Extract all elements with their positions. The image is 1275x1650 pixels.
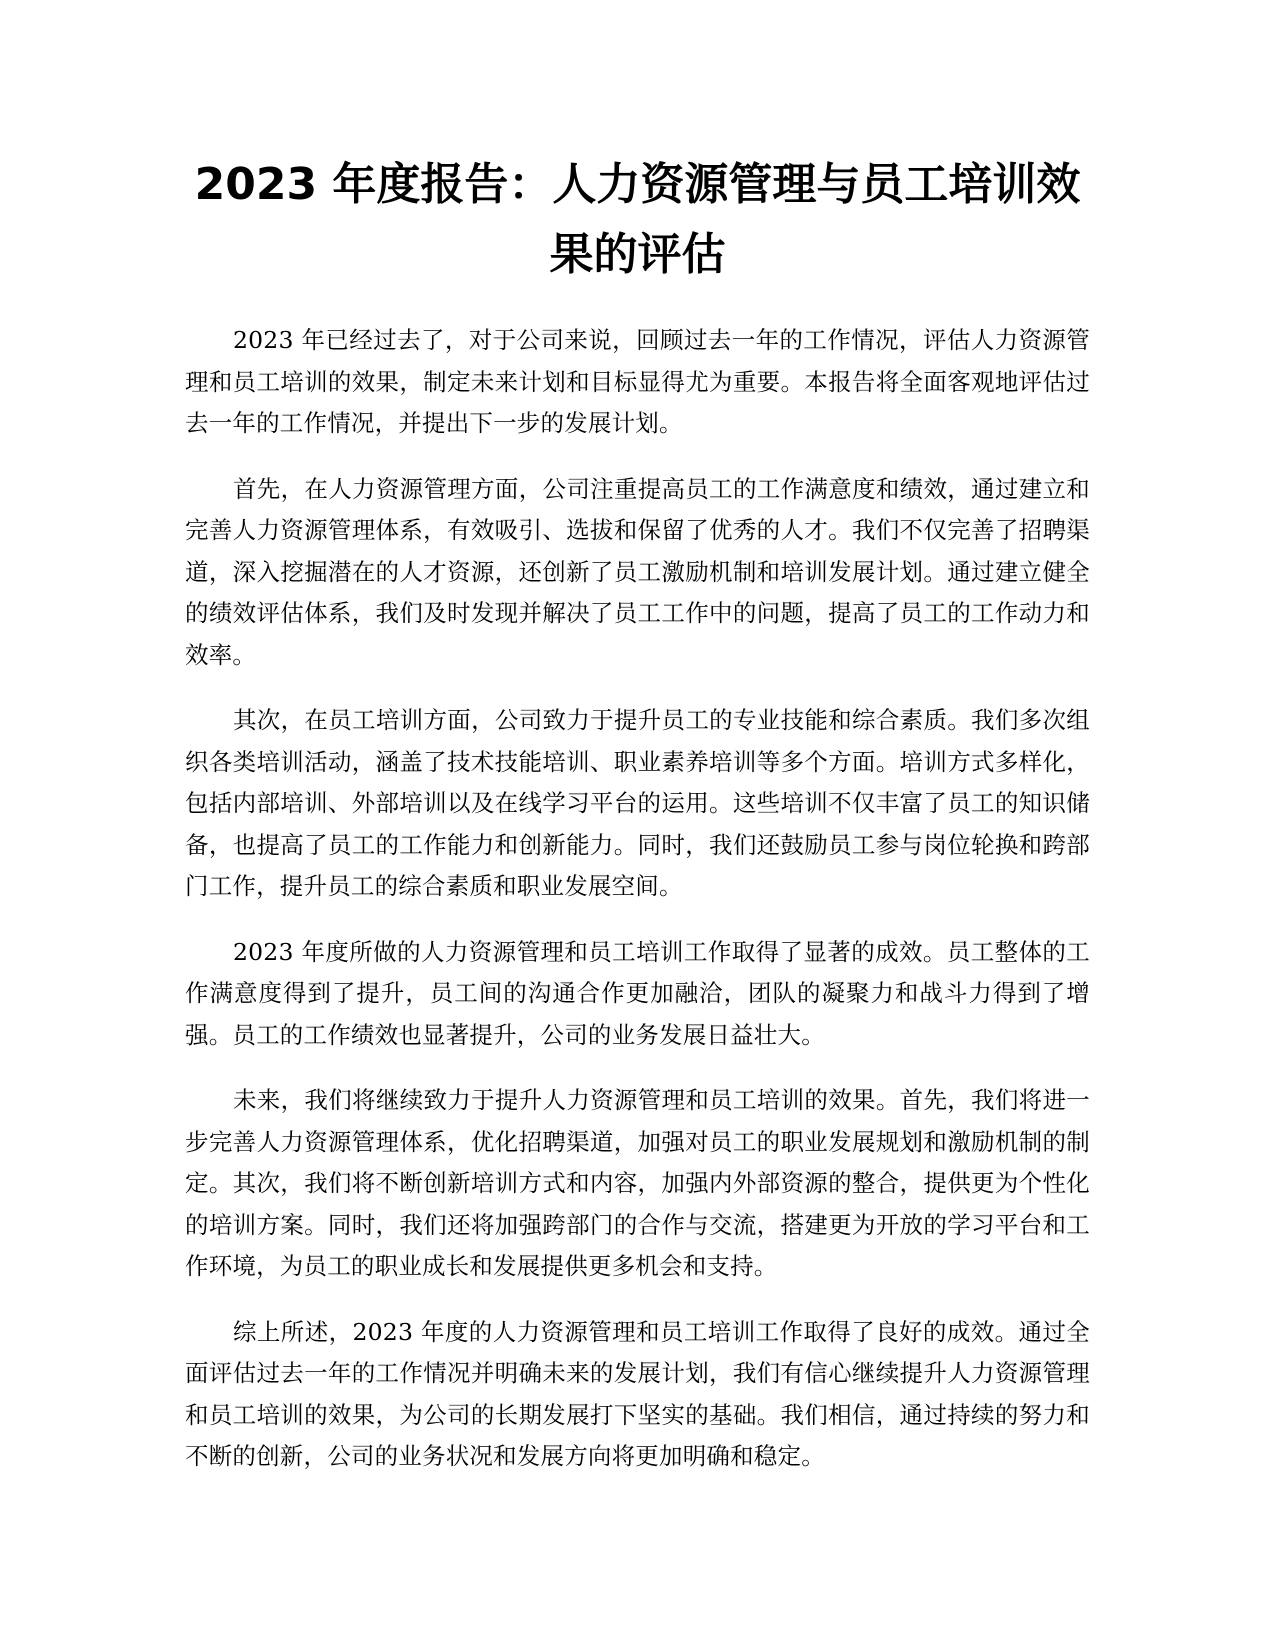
paragraph-3: 其次，在员工培训方面，公司致力于提升员工的专业技能和综合素质。我们多次组织各类培训活动，涵盖了技术技能培训、职业素养培训等多个方面。培训方式多样化，包括内部培训、外部培训以及在线学习平台的运用。这些培训不仅丰富了员工的知识储备，也提高了员工的工作能力和创新能力。同时，我们还鼓励员工参与岗位轮换和跨部门工作，提升员工的综合素质和职业发展空间。 <box>185 706 1090 900</box>
paragraph-2: 首先，在人力资源管理方面，公司注重提高员工的工作满意度和绩效，通过建立和完善人力资源管理体系，有效吸引、选拔和保留了优秀的人才。我们不仅完善了招聘渠道，深入挖掘潜在的人才资源，还创新了员工激励机制和培训发展计划。通过建立健全的绩效评估体系，我们及时发现并解决了员工工作中的问题，提高了员工的工作动力和效率。 <box>185 474 1090 669</box>
paragraph-5: 未来，我们将继续致力于提升人力资源管理和员工培训的效果。首先，我们将进一步完善人力资源管理体系，优化招聘渠道，加强对员工的职业发展规划和激励机制的制定。其次，我们将不断创新培训方式和内容，加强内外部资源的整合，提供更为个性化的培训方案。同时，我们还将加强跨部门的合作与交流，搭建更为开放的学习平台和工作环境，为员工的职业成长和发展提供更多机会和支持。 <box>185 1086 1090 1280</box>
paragraph-6: 综上所述，2023 年度的人力资源管理和员工培训工作取得了良好的成效。通过全面评估过去一年的工作情况并明确未来的发展计划，我们有信心继续提升人力资源管理和员工培训的效果，为公司的长期发展打下坚实的基础。我们相信，通过持续的努力和不断的创新，公司的业务状况和发展方向将更加明确和稳定。 <box>185 1317 1090 1470</box>
paragraph-1: 2023 年已经过去了，对于公司来说，回顾过去一年的工作情况，评估人力资源管理和员工培训的效果，制定未来计划和目标显得尤为重要。本报告将全面客观地评估过去一年的工作情况，并提出下一步的发展计划。 <box>185 326 1090 437</box>
document-body <box>185 320 1090 1502</box>
document-title: 2023 年度报告：人力资源管理与员工培训效果的评估 <box>194 159 1081 280</box>
paragraph-4: 2023 年度所做的人力资源管理和员工培训工作取得了显著的成效。员工整体的工作满意度得到了提升，员工间的沟通合作更加融洽，团队的凝聚力和战斗力得到了增强。员工的工作绩效也显著提升，公司的业务发展日益壮大。 <box>185 937 1090 1049</box>
